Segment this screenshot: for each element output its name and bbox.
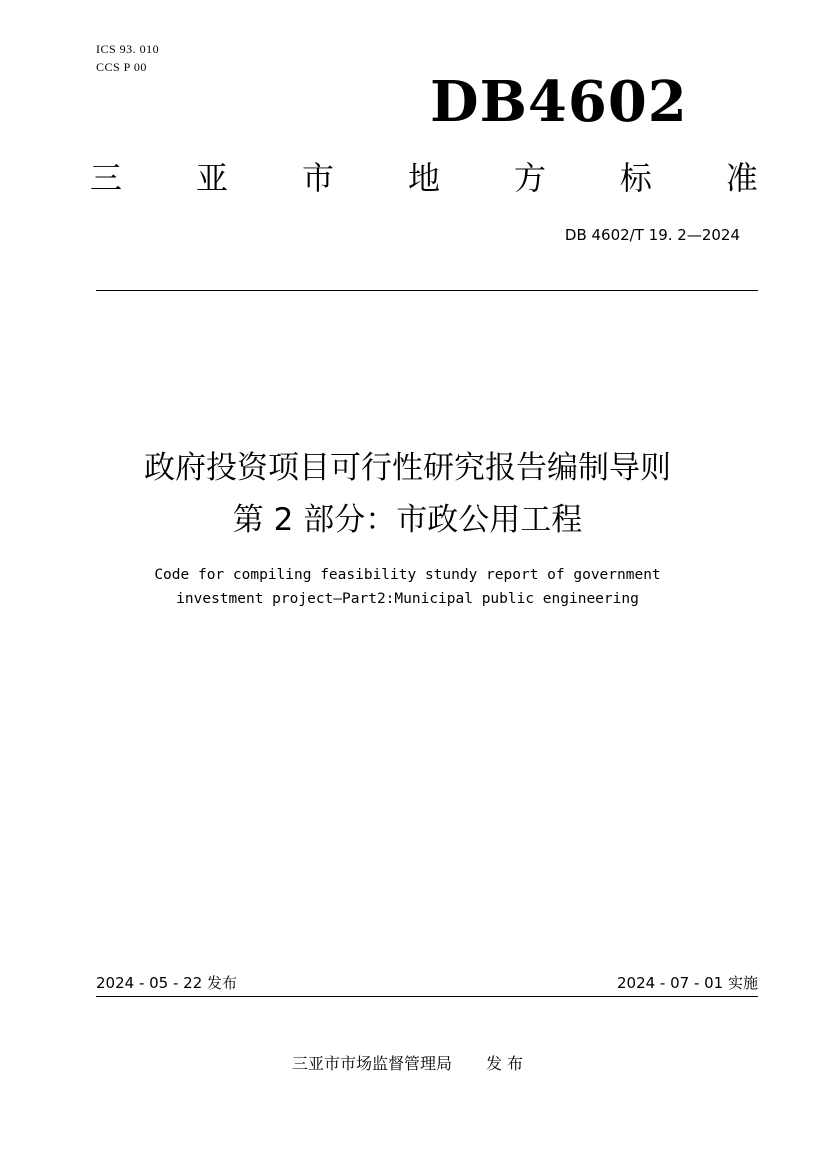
standard-type-char: 地: [407, 159, 440, 197]
issuer-name: 三亚市市场监督管理局: [291, 1054, 452, 1073]
english-title-line-2: investment project—Part2:Municipal public engineering: [176, 591, 639, 607]
issuer-line: [200, 1052, 615, 1076]
standard-type-char: 市: [301, 159, 334, 197]
standard-type-char: 亚: [195, 159, 228, 197]
chinese-title-line-1: 政府投资项目可行性研究报告编制导则: [144, 450, 671, 486]
english-title-line-1: Code for compiling feasibility stundy report of government: [154, 567, 661, 583]
standard-type-char: 方: [513, 159, 546, 197]
standard-type-heading: [90, 152, 758, 204]
ics-code: ICS 93. 010: [96, 42, 160, 56]
chinese-title-line-2: 第 2 部分：市政公用工程: [232, 502, 583, 538]
publish-date: 2024 - 05 - 22 发布: [96, 974, 238, 992]
db-code-logo: DB4602: [430, 69, 688, 135]
chinese-title: [60, 442, 755, 546]
classification-codes: [96, 40, 159, 76]
standard-number: DB 4602/T 19. 2—2024: [564, 226, 740, 244]
english-title: [60, 563, 755, 611]
standard-type-char: 准: [725, 159, 758, 197]
issuer-action: 发 布: [485, 1054, 524, 1073]
bottom-divider: [96, 996, 758, 997]
standard-type-char: 标: [619, 159, 652, 197]
top-divider: [96, 290, 758, 291]
implement-date: 2024 - 07 - 01 实施: [616, 974, 758, 992]
standard-type-char: 三: [90, 159, 123, 197]
ccs-code: CCS P 00: [96, 60, 147, 74]
